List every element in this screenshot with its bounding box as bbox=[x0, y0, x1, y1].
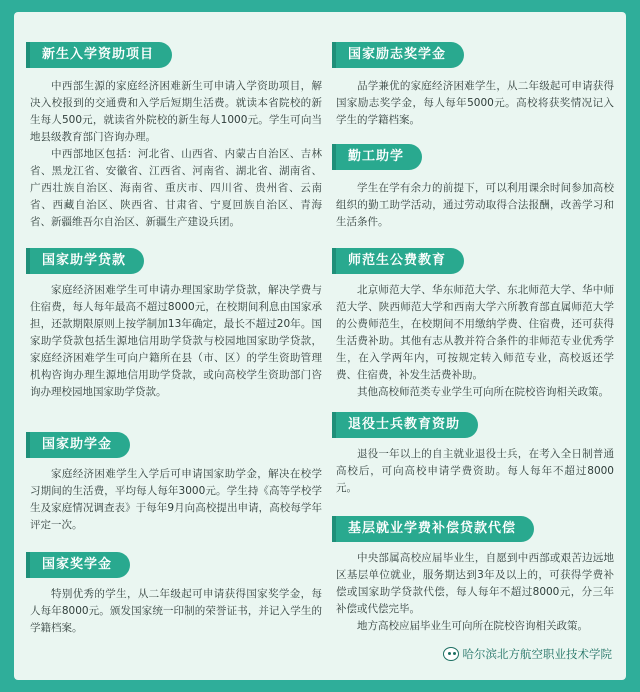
section-body bbox=[336, 180, 614, 231]
paragraph: 中西部地区包括：河北省、山西省、内蒙古自治区、吉林省、黑龙江省、安徽省、江西省、河南省、湖北省、湖南省、广西壮族自治区、海南省、重庆市、四川省、贵州省、云南省、西藏自治区、陕西省、甘肃省、宁夏回族自治区、青海省、新疆维吾尔自治区、新疆生产建设兵团。 bbox=[30, 148, 322, 228]
paragraph: 中央部属高校应届毕业生，自愿到中西部或艰苦边远地区基层单位就业，服务期达到3年及以上的，可获得学费补偿或国家助学贷款代偿，每人每年不超过8000元，分三年补偿或代偿完毕。 bbox=[336, 552, 614, 615]
paragraph: 中西部生源的家庭经济困难新生可申请入学资助项目，解决入校报到的交通费和入学后短期生活费。就读本省院校的新生每人500元，就读省外院校的新生每人1000元。学生可向当地县级教育部门咨询办理。 bbox=[30, 80, 322, 143]
section-heading: 国家奖学金 bbox=[30, 552, 130, 578]
section-heading: 师范生公费教育 bbox=[336, 248, 464, 274]
section-body bbox=[336, 282, 614, 401]
paragraph: 学生在学有余力的前提下，可以利用课余时间参加高校组织的勤工助学活动，通过劳动取得合法报酬，改善学习和生活条件。 bbox=[336, 182, 614, 228]
section-body bbox=[30, 78, 322, 231]
section-body bbox=[30, 282, 322, 401]
section-heading: 勤工助学 bbox=[336, 144, 422, 170]
section-heading: 新生入学资助项目 bbox=[30, 42, 172, 68]
paragraph: 北京师范大学、华东师范大学、东北师范大学、华中师范大学、陕西师范大学和西南大学六所教育部直属师范大学的公费师范生，在校期间不用缴纳学费、住宿费，还可获得生活费补助。其他有志从教并符合条件的非师范专业优秀学生，在入学两年内，可按规定转入师范专业，高校返还学费、住宿费，补发生活费补助。 bbox=[336, 284, 614, 381]
section-body bbox=[336, 78, 614, 129]
section-heading: 国家励志奖学金 bbox=[336, 42, 464, 68]
section-body bbox=[30, 586, 322, 637]
section-heading: 国家助学金 bbox=[30, 432, 130, 458]
paragraph: 特别优秀的学生，从二年级起可申请获得国家奖学金，每人每年8000元。颁发国家统一印制的荣誉证书，并记入学生的学籍档案。 bbox=[30, 588, 322, 634]
section-body bbox=[336, 550, 614, 635]
wechat-icon bbox=[443, 647, 459, 661]
paragraph: 地方高校应届毕业生可向所在院校咨询相关政策。 bbox=[357, 620, 588, 632]
watermark-text: 哈尔滨北方航空职业技术学院 bbox=[462, 647, 612, 661]
section-body bbox=[336, 446, 614, 497]
section-heading: 退役士兵教育资助 bbox=[336, 412, 478, 438]
watermark bbox=[443, 646, 613, 662]
section-heading: 基层就业学费补偿贷款代偿 bbox=[336, 516, 534, 542]
section-heading: 国家助学贷款 bbox=[30, 248, 144, 274]
paragraph: 品学兼优的家庭经济困难学生，从二年级起可申请获得国家励志奖学金，每人每年5000元。高校将获奖情况记入学生的学籍档案。 bbox=[336, 80, 614, 126]
paragraph: 家庭经济困难学生入学后可申请国家助学金，解决在校学习期间的生活费，平均每人每年3000元。学生持《高等学校学生及家庭情况调查表》于每年9月向高校提出申请，高校每学年评定一次。 bbox=[30, 468, 322, 531]
policy-sheet bbox=[14, 12, 626, 680]
paragraph: 退役一年以上的自主就业退役士兵，在考入全日制普通高校后，可向高校申请学费资助。每人每年不超过8000元。 bbox=[336, 448, 614, 494]
paragraph: 其他高校师范类专业学生可向所在院校咨询相关政策。 bbox=[357, 386, 609, 398]
section-body bbox=[30, 466, 322, 534]
paragraph: 家庭经济困难学生可申请办理国家助学贷款，解决学费与住宿费，每人每年最高不超过8000元，在校期间利息由国家承担，还款期限原则上按学制加13年确定，最长不超过20年。国家助学贷款包括生源地信用助学贷款与校园地国家助学贷款，家庭经济困难学生可向户籍所在县（市、区）的学生资助管理机构咨询办理生源地信用助学贷款，或向高校学生资助部门咨询办理校园地国家助学贷款。 bbox=[30, 284, 322, 398]
